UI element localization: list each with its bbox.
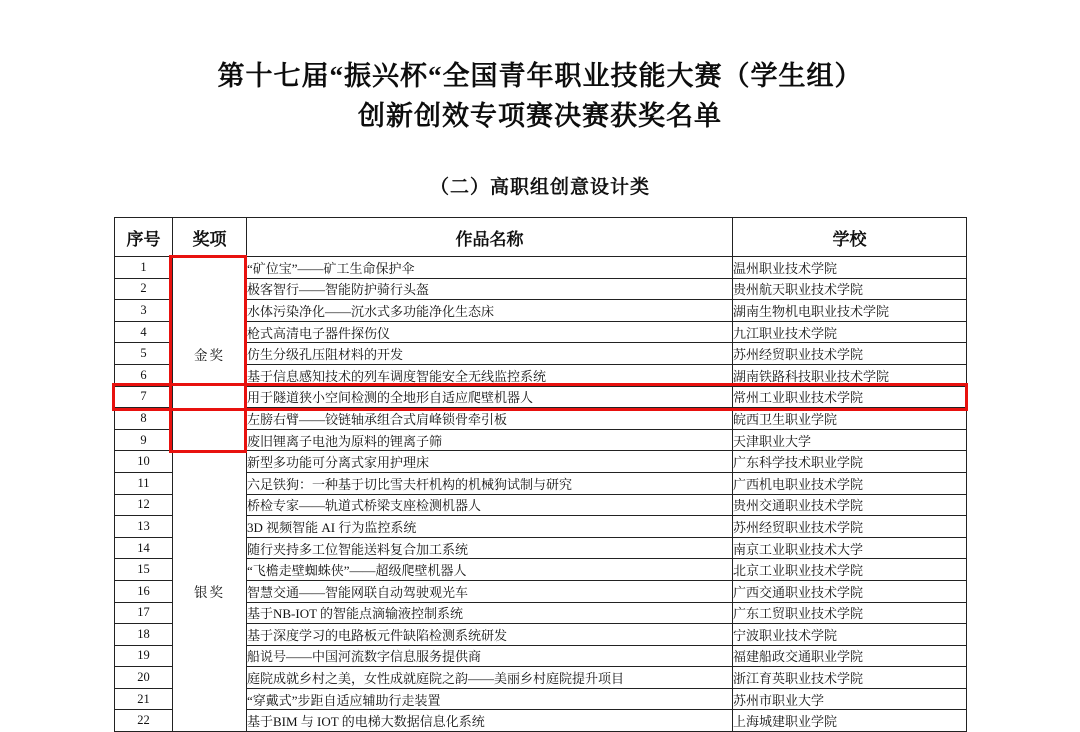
cell-school: 天津职业大学 [733,429,967,451]
cell-work-name: 智慧交通——智能网联自动驾驶观光车 [247,580,733,602]
cell-school: 苏州市职业大学 [733,688,967,710]
page-title-line-2: 创新创效专项赛决赛获奖名单 [358,101,722,131]
cell-work-name: 仿生分级孔压阻材料的开发 [247,343,733,365]
cell-work-name: 废旧锂离子电池为原料的锂离子筛 [247,429,733,451]
cell-no: 6 [115,364,173,386]
cell-no: 21 [115,688,173,710]
cell-no: 19 [115,645,173,667]
cell-no: 12 [115,494,173,516]
column-header-work: 作品名称 [247,218,733,257]
cell-school: 温州职业技术学院 [733,257,967,279]
cell-work-name: 新型多功能可分离式家用护理床 [247,451,733,473]
cell-work-name: 用于隧道狭小空间检测的全地形自适应爬壁机器人 [247,386,733,408]
cell-no: 16 [115,580,173,602]
cell-work-name: 船说号——中国河流数字信息服务提供商 [247,645,733,667]
cell-work-name: 随行夹持多工位智能送料复合加工系统 [247,537,733,559]
cell-school: 九江职业技术学院 [733,321,967,343]
cell-school: 广东工贸职业技术学院 [733,602,967,624]
cell-work-name: 水体污染净化——沉水式多功能净化生态床 [247,300,733,322]
cell-school: 贵州交通职业技术学院 [733,494,967,516]
cell-work-name: 基于深度学习的电路板元件缺陷检测系统研发 [247,624,733,646]
cell-no: 3 [115,300,173,322]
cell-no: 9 [115,429,173,451]
cell-no: 17 [115,602,173,624]
section-subtitle: （二）高职组创意设计类 [429,177,650,198]
cell-no: 13 [115,516,173,538]
cell-school: 常州工业职业技术学院 [733,386,967,408]
cell-school: 广西机电职业技术学院 [733,472,967,494]
cell-school: 广东科学技术职业学院 [733,451,967,473]
column-header-no: 序号 [115,218,173,257]
cell-school: 上海城建职业学院 [733,710,967,732]
document-title-block [0,0,1080,136]
award-table [114,217,967,732]
table-header-row [115,218,967,257]
cell-school: 苏州经贸职业技术学院 [733,516,967,538]
cell-no: 2 [115,278,173,300]
cell-school: 贵州航天职业技术学院 [733,278,967,300]
cell-school: 湖南生物机电职业技术学院 [733,300,967,322]
cell-school: 广西交通职业技术学院 [733,580,967,602]
cell-no: 7 [115,386,173,408]
cell-no: 15 [115,559,173,581]
column-header-school: 学校 [733,218,967,257]
table-header [115,218,967,257]
cell-prize-silver: 银奖 [173,451,247,732]
table-row [115,451,967,473]
cell-school: 宁波职业技术学院 [733,624,967,646]
cell-school: 南京工业职业技术大学 [733,537,967,559]
cell-work-name: “飞檐走壁蜘蛛侠”——超级爬壁机器人 [247,559,733,581]
cell-work-name: 基于BIM 与 IOT 的电梯大数据信息化系统 [247,710,733,732]
table-row [115,257,967,279]
cell-work-name: 左膀右臂——铰链轴承组合式肩峰锁骨牵引板 [247,408,733,430]
cell-work-name: 枪式高清电子器件探伤仪 [247,321,733,343]
cell-school: 皖西卫生职业学院 [733,408,967,430]
cell-work-name: “矿位宝”——矿工生命保护伞 [247,257,733,279]
cell-work-name: “穿戴式”步距自适应辅助行走装置 [247,688,733,710]
page-title-line-1: 第十七届“振兴杯“全国青年职业技能大赛（学生组） [217,61,863,91]
cell-work-name: 基于信息感知技术的列车调度智能安全无线监控系统 [247,364,733,386]
cell-work-name: 极客智行——智能防护骑行头盔 [247,278,733,300]
cell-school: 北京工业职业技术学院 [733,559,967,581]
cell-no: 20 [115,667,173,689]
cell-prize-gold: 金奖 [173,257,247,451]
cell-no: 11 [115,472,173,494]
cell-no: 5 [115,343,173,365]
cell-school: 苏州经贸职业技术学院 [733,343,967,365]
column-header-prize: 奖项 [173,218,247,257]
cell-no: 1 [115,257,173,279]
cell-no: 22 [115,710,173,732]
cell-school: 湖南铁路科技职业技术学院 [733,364,967,386]
cell-school: 福建船政交通职业学院 [733,645,967,667]
cell-work-name: 桥检专家——轨道式桥梁支座检测机器人 [247,494,733,516]
cell-work-name: 3D 视频智能 AI 行为监控系统 [247,516,733,538]
cell-no: 18 [115,624,173,646]
cell-school: 浙江育英职业技术学院 [733,667,967,689]
cell-work-name: 六足铁狗：一种基于切比雪夫杆机构的机械狗试制与研究 [247,472,733,494]
cell-no: 8 [115,408,173,430]
cell-no: 4 [115,321,173,343]
cell-work-name: 庭院成就乡村之美，女性成就庭院之韵——美丽乡村庭院提升项目 [247,667,733,689]
table-body [115,257,967,732]
cell-no: 14 [115,537,173,559]
cell-work-name: 基于NB-IOT 的智能点滴输液控制系统 [247,602,733,624]
award-table-wrapper [114,217,966,732]
cell-no: 10 [115,451,173,473]
